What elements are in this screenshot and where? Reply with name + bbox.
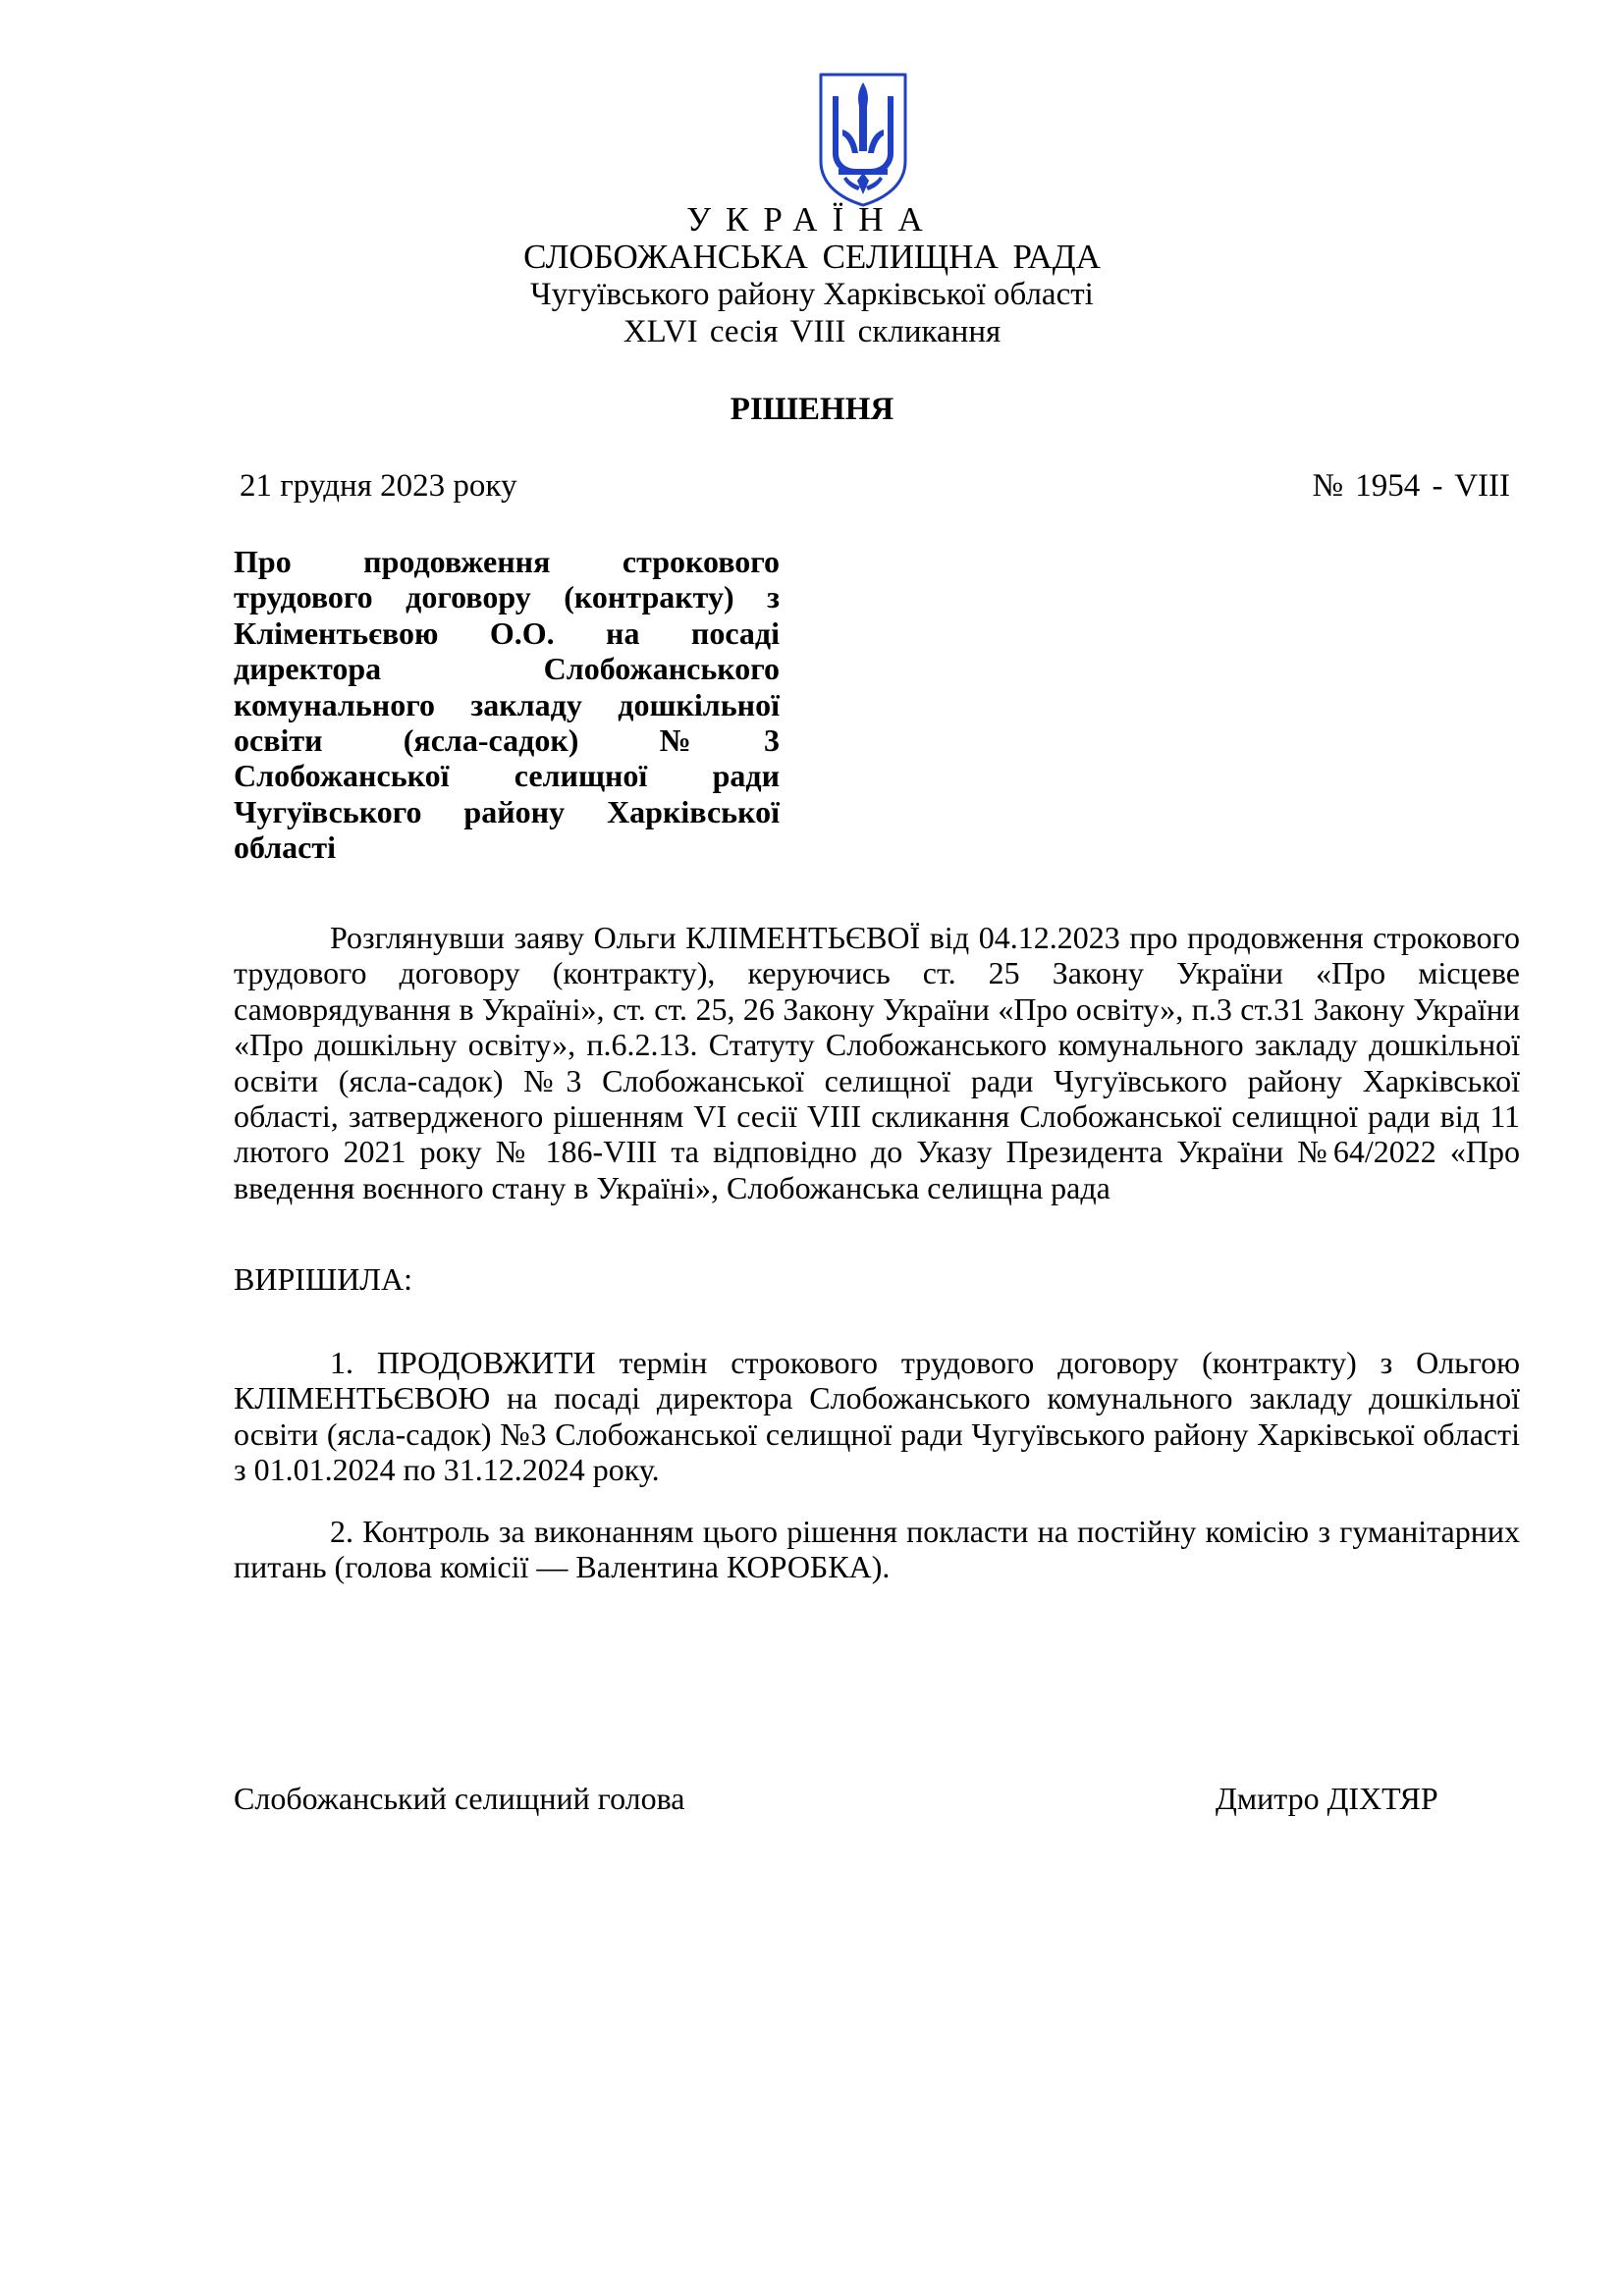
decided-heading: ВИРІШИЛА: [234, 1261, 412, 1297]
trident-coat-of-arms-icon [817, 71, 909, 208]
council-name: СЛОБОЖАНСЬКА СЕЛИЩНА РАДА [523, 238, 1101, 276]
decision-date: 21 грудня 2023 року [240, 468, 517, 504]
decision-subject: Про продовження строкового трудового договору (контракту) з Кліментьєвою О.О. на посаді директора Слобожанського комунального закладу дошкільної освіти (ясла-садок) №3 Слобожанської селищної ради Чугуївського району Харківської області [234, 544, 780, 866]
country-name: УКРАЇНА [686, 200, 938, 239]
decision-item-2: 2. Контроль за виконанням цього рішення покласти на постійну комісію з гуманітарних питань (голова комісії — Валентина КОРОБКА). [234, 1514, 1520, 1585]
signatory-position: Слобожанський селищний голова [234, 1781, 685, 1816]
signatory-name: Дмитро ДІХТЯР [1216, 1781, 1438, 1816]
decision-item-1: 1. ПРОДОВЖИТИ термін строкового трудового договору (контракту) з Ольгою КЛІМЕНТЬЄВОЮ на посаді директора Слобожанського комунального закладу дошкільної освіти (ясла-садок) №3 Слобожанської селищної ради Чугуївського району Харківської області з 01.01.2024 по 31.12.2024 року. [234, 1345, 1520, 1488]
preamble-paragraph: Розглянувши заяву Ольги КЛІМЕНТЬЄВОЇ від 04.12.2023 про продовження строкового трудового договору (контракту), керуючись ст. 25 Закону України «Про місцеве самоврядування в Україні», ст. ст. 25, 26 Закону України «Про освіту», п.3 ст.31 Закону України «Про дошкільну освіту», п.6.2.13. Статуту Слобожанського комунального закладу дошкільної освіти (ясла-садок) №3 Слобожанської селищної ради Чугуївського району Харківської області, затвердженого рішенням VI сесії VIII скликання Слобожанської селищної ради від 11 лютого 2021 року № 186-VIII та відповідно до Указу Президента України №64/2022 «Про введення воєнного стану в Україні», Слобожанська селищна рада [234, 920, 1520, 1205]
session-info: XLVI сесія VIII скликання [623, 314, 1001, 349]
district-name: Чугуївського району Харківської області [530, 277, 1094, 312]
decision-number: № 1954 - VIII [1312, 468, 1510, 504]
document-title: РІШЕННЯ [730, 392, 894, 427]
